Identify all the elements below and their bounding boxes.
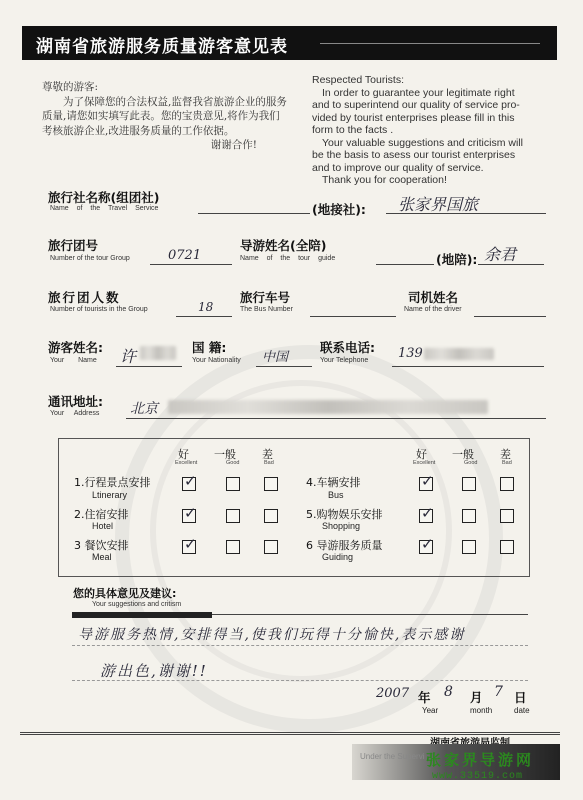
- intro-en-line: form to the facts .: [312, 124, 394, 136]
- guide-label-en: Name of the tour guide: [240, 255, 336, 262]
- checkbox-hotel-excellent[interactable]: [182, 504, 197, 523]
- address-field[interactable]: [126, 418, 546, 419]
- tourist-name-label-en: Your Name: [50, 357, 97, 364]
- suggestion-text-line2: 游出色,谢谢!!: [100, 662, 208, 680]
- rating-item-bus: 4.车辆安排: [306, 476, 361, 489]
- rating-item-itinerary: 1.行程景点安排: [74, 476, 151, 489]
- rating-header-bad-en: Bad: [264, 460, 274, 466]
- local-guide-label: (地陪):: [436, 252, 478, 267]
- address-label-en: Your Address: [50, 410, 100, 417]
- rating-header-bad: 差: [262, 448, 273, 461]
- intro-en-line: vided by tourist enterprises please fill in this: [312, 111, 515, 124]
- rating-item-bus-en: Bus: [328, 490, 344, 500]
- rating-item-guiding: 6 导游服务质量: [306, 539, 383, 552]
- check-mark-icon: ✓: [421, 535, 434, 553]
- tourists-count-label: 旅行团人数: [48, 290, 121, 305]
- bus-number-label-en: The Bus Number: [240, 306, 293, 313]
- phone-value: 139: [398, 346, 423, 361]
- intro-cn-thanks: 谢谢合作!: [210, 139, 257, 151]
- suggestion-text-line1: 导游服务热情,安排得当,使我们玩得十分愉快,表示感谢: [78, 627, 466, 643]
- rating-header-good: 一般: [452, 448, 474, 461]
- site-watermark-url: www.33519.com: [432, 771, 524, 782]
- date-day-value: 7: [494, 684, 503, 700]
- rating-header-good: 一般: [214, 448, 236, 461]
- suggestions-underbar: [72, 612, 212, 618]
- checkbox-bus-excellent[interactable]: [419, 472, 434, 491]
- checkbox-shopping-bad[interactable]: [500, 509, 514, 523]
- footer-faint-text: Under the Supervi: [360, 752, 425, 761]
- check-mark-icon: ✓: [184, 504, 197, 522]
- checkbox-guiding-bad[interactable]: [500, 540, 514, 554]
- checkbox-hotel-good[interactable]: [226, 509, 240, 523]
- checkbox-itinerary-bad[interactable]: [264, 477, 278, 491]
- checkbox-itinerary-good[interactable]: [226, 477, 240, 491]
- form-title: 湖南省旅游服务质量游客意见表: [36, 37, 288, 57]
- local-guide-value: 余君: [484, 245, 517, 264]
- bus-number-label: 旅行车号: [240, 290, 291, 305]
- group-number-label: 旅行团号: [48, 238, 99, 253]
- rating-header-good-en: Good: [464, 460, 478, 466]
- tourists-count-field[interactable]: [176, 316, 232, 317]
- intro-chinese: [42, 80, 287, 153]
- check-mark-icon: ✓: [184, 535, 197, 553]
- date-day-label-en: date: [514, 706, 530, 715]
- address-label: 通讯地址:: [48, 394, 103, 409]
- date-day-label: 日: [514, 690, 527, 705]
- date-year-label-en: Year: [422, 706, 439, 715]
- intro-en-line: and to improve our quality of service.: [312, 161, 484, 174]
- local-agency-label: (地接社):: [312, 202, 366, 217]
- site-watermark: 张家界导游网: [426, 751, 535, 769]
- intro-cn-salutation: 尊敬的游客:: [42, 81, 99, 93]
- redaction-blur: [168, 400, 488, 414]
- tourist-name-value: 许: [120, 347, 137, 366]
- rating-item-guiding-en: Guiding: [322, 552, 354, 562]
- checkbox-bus-bad[interactable]: [500, 477, 514, 491]
- group-number-field[interactable]: [150, 264, 232, 265]
- rating-item-hotel-en: Hotel: [92, 521, 114, 531]
- bus-number-field[interactable]: [310, 316, 396, 317]
- intro-en-line: be the basis to asess our tourist enterprises: [312, 149, 516, 161]
- driver-name-label-en: Name of the driver: [404, 306, 462, 313]
- rating-header-bad-en: Bad: [502, 460, 512, 466]
- date-month-label: 月: [470, 690, 483, 705]
- redaction-blur: [424, 348, 494, 360]
- agency-field[interactable]: [198, 213, 310, 214]
- rating-item-hotel: 2.住宿安排: [74, 508, 129, 521]
- tourists-count-label-en: Number of tourists in the Group: [50, 306, 148, 313]
- checkbox-shopping-excellent[interactable]: [419, 504, 434, 523]
- intro-cn-paragraph: 为了保障您的合法权益,监督我省旅游企业的服务质量,请您如实填写此表。您的宝贵意见,将作为我们考核旅游企业,改进服务质量的工作依据。: [42, 95, 287, 137]
- nationality-field[interactable]: [256, 366, 312, 367]
- guide-label: 导游姓名(全陪): [240, 238, 327, 253]
- checkbox-guiding-excellent[interactable]: [419, 535, 434, 554]
- intro-en-line: and to superintend our quality of service pro-: [312, 99, 520, 111]
- date-year-label: 年: [418, 690, 431, 705]
- date-year-value: 2007: [376, 686, 410, 701]
- check-mark-icon: ✓: [421, 504, 434, 522]
- group-number-value: 0721: [168, 248, 202, 263]
- date-month-value: 8: [444, 684, 453, 700]
- checkbox-guiding-good[interactable]: [462, 540, 476, 554]
- intro-en-thanks: Thank you for cooperation!: [322, 174, 447, 186]
- rating-header-good-en: Good: [226, 460, 240, 466]
- rating-header-excellent-en: Excellent: [175, 460, 198, 466]
- checkbox-meal-excellent[interactable]: [182, 535, 197, 554]
- rating-item-meal-en: Meal: [92, 552, 112, 562]
- agency-label-en: Name of the Travel Service: [50, 205, 159, 212]
- suggestions-label: 您的具体意见及建议:: [73, 587, 177, 600]
- intro-en-salutation: Respected Tourists:: [312, 74, 405, 86]
- checkbox-meal-good[interactable]: [226, 540, 240, 554]
- driver-name-field[interactable]: [474, 316, 546, 317]
- intro-english: [312, 74, 562, 187]
- suggestions-rule: [212, 614, 528, 615]
- checkbox-meal-bad[interactable]: [264, 540, 278, 554]
- title-deco-line: [320, 43, 540, 44]
- phone-label: 联系电话:: [320, 340, 375, 355]
- date-month-label-en: month: [470, 706, 493, 715]
- rating-header-bad: 差: [500, 448, 511, 461]
- redaction-blur: [140, 346, 176, 360]
- rating-item-shopping-en: Shopping: [322, 521, 361, 531]
- rating-header-excellent: 好: [416, 448, 427, 461]
- local-agency-value: 张家界国旅: [398, 195, 479, 214]
- group-number-label-en: Number of the tour Group: [50, 255, 130, 262]
- check-mark-icon: ✓: [184, 472, 197, 490]
- rating-header-excellent-en: Excellent: [413, 460, 436, 466]
- address-value: 北京: [130, 401, 158, 417]
- tourist-name-label: 游客姓名:: [48, 340, 103, 355]
- tourists-count-value: 18: [198, 300, 214, 314]
- check-mark-icon: ✓: [421, 472, 434, 490]
- suggestion-line[interactable]: [72, 645, 528, 646]
- checkbox-itinerary-excellent[interactable]: [182, 472, 197, 491]
- phone-label-en: Your Telephone: [320, 357, 369, 364]
- checkbox-hotel-bad[interactable]: [264, 509, 278, 523]
- rating-item-shopping: 5.购物娱乐安排: [306, 508, 383, 521]
- intro-en-line: Your valuable suggestions and criticism will: [322, 136, 523, 149]
- nationality-label: 国 籍:: [192, 340, 227, 355]
- driver-name-label: 司机姓名: [408, 290, 459, 305]
- phone-field[interactable]: [392, 366, 544, 367]
- rating-item-itinerary-en: Ltinerary: [92, 490, 128, 500]
- checkbox-shopping-good[interactable]: [462, 509, 476, 523]
- rating-item-meal: 3 餐饮安排: [74, 539, 129, 552]
- guide-field[interactable]: [376, 264, 434, 265]
- nationality-value: 中国: [262, 350, 289, 365]
- agency-label: 旅行社名称(组团社): [48, 190, 160, 205]
- suggestions-label-en: Your suggestions and critism: [92, 601, 182, 608]
- rating-header-excellent: 好: [178, 448, 189, 461]
- intro-en-line: In order to guarantee your legitimate right: [322, 86, 515, 99]
- nationality-label-en: Your Nationality: [192, 357, 241, 364]
- checkbox-bus-good[interactable]: [462, 477, 476, 491]
